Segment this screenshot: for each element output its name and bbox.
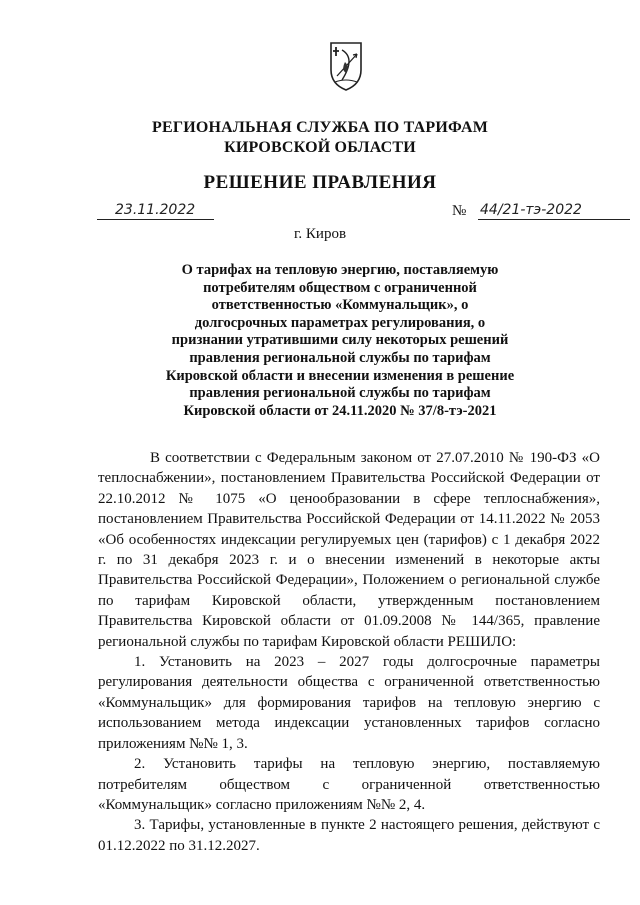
decision-item-1: 1. Установить на 2023 – 2027 годы долгосрочные параметры регулирования деятельности общества с ограниченной ответственностью «Коммунальщик» для формирования тарифов на тепловую энергию с использованием метода индексации установленных тарифов согласно приложениям №№ 1, 3. [98,654,600,752]
preamble-paragraph: В соответствии с Федеральным законом от 27.07.2010 № 190-ФЗ «О теплоснабжении», постановлением Правительства Российской Федерации от 22.10.2012 № 1075 «О ценообразовании в сфере теплоснабжения», постановлением Правительства Российской Федерации от 14.11.2022 № 2053 «Об особенностях индексации регулируемых цен (тарифов) с 1 декабря 2022 г. по 31 декабря 2023 г. и о внесении изменений в некоторые акты Правительства Российской Федерации», Положением о региональной службе по тарифам Кировской области, утвержденным постановлением Правительства Кировской области от 01.09.2008 № 144/365, правление региональной службы по тарифам Кировской области РЕШИЛО: [98,450,600,650]
subject-line: ответственностью «Коммунальщик», о [211,297,469,314]
subject-line: правления региональной службы по тарифам [189,349,491,366]
number-label: № [452,203,467,219]
subject-line: Кировской области и внесении изменения в решение [165,367,515,384]
decision-item-2: 2. Установить тарифы на тепловую энергию, поставляемую потребителям обществом с ограниченной ответственностью «Коммунальщик» согласно приложениям №№ 2, 4. [98,756,600,813]
city: г. Киров [293,226,347,242]
decision-body [98,448,600,856]
subject-line: О тарифах на тепловую энергию, поставляемую [181,262,499,278]
subject-line: долгосрочных параметрах регулирования, о [194,314,486,331]
subject-line: Кировской области от 24.11.2020 № 37/8-тэ-2021 [183,402,497,419]
kirov-coat-of-arms-icon [328,40,364,92]
decision-date: 23.11.2022 [115,202,196,218]
decision-date-field [97,203,214,220]
agency-name-line2: КИРОВСКОЙ ОБЛАСТИ [224,139,416,156]
decision-number-line [478,203,630,220]
agency-name-line1: РЕГИОНАЛЬНАЯ СЛУЖБА ПО ТАРИФАМ [151,119,489,136]
decision-title: РЕШЕНИЕ ПРАВЛЕНИЯ [203,172,437,193]
subject-line: правления региональной службы по тарифам [189,385,491,402]
decision-subject [140,262,540,420]
decision-number: 44/21-тэ-2022 [480,202,582,218]
subject-line: потребителям обществом с ограниченной [203,279,477,296]
decision-item-3: 3. Тарифы, установленные в пункте 2 настоящего решения, действуют с 01.12.2022 по 31.12.2027. [98,817,600,854]
subject-line: признании утратившими силу некоторых решений [171,332,509,349]
